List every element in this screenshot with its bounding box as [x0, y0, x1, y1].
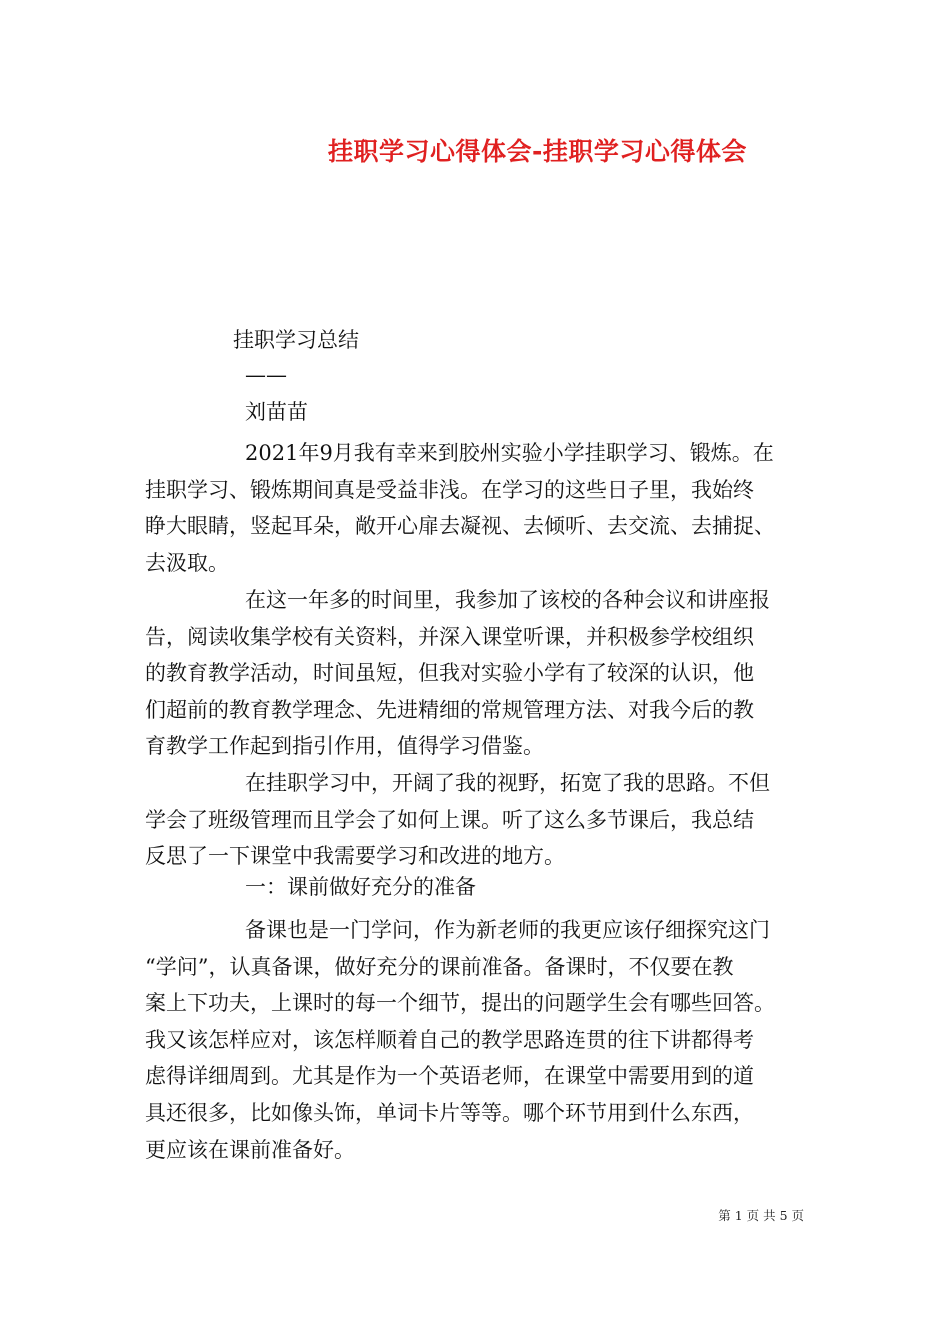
paragraph-line: 备课也是一门学问，作为新老师的我更应该仔细探究这门 — [245, 918, 770, 942]
document-title: 挂职学习心得体会-挂职学习心得体会 — [328, 137, 747, 166]
author-name: 刘苗苗 — [245, 400, 308, 424]
paragraph-line: 育教学工作起到指引作用，值得学习借鉴。 — [145, 734, 544, 759]
paragraph-line: 案上下功夫，上课时的每一个细节，提出的问题学生会有哪些回答。 — [145, 991, 775, 1016]
paragraph-line: 2021年9月我有幸来到胶州实验小学挂职学习、锻炼。在 — [245, 441, 774, 465]
paragraph-line: 学会了班级管理而且学会了如何上课。听了这么多节课后，我总结 — [145, 807, 754, 832]
paragraph-line: 更应该在课前准备好。 — [145, 1137, 355, 1162]
paragraph-line: 告，阅读收集学校有关资料，并深入课堂听课，并积极参学校组织 — [145, 624, 754, 649]
paragraph-line: 的教育教学活动，时间虽短，但我对实验小学有了较深的认识，他 — [145, 661, 754, 686]
paragraph-4 — [145, 912, 775, 1168]
paragraph-line: 在这一年多的时间里，我参加了该校的各种会议和讲座报 — [245, 588, 770, 612]
paragraph-line: 去汲取。 — [145, 550, 229, 575]
section-heading-1: 一：课前做好充分的准备 — [245, 875, 476, 899]
paragraph-3 — [145, 765, 770, 875]
paragraph-line: “学问”，认真备课，做好充分的课前准备。备课时，不仅要在教 — [145, 954, 734, 979]
paragraph-line: 在挂职学习中，开阔了我的视野，拓宽了我的思路。不但 — [245, 771, 770, 795]
paragraph-line: 挂职学习、锻炼期间真是受益非浅。在学习的这些日子里，我始终 — [145, 477, 754, 502]
paragraph-2 — [145, 582, 770, 765]
document-subtitle: 挂职学习总结 — [233, 328, 359, 352]
subtitle-dash: —— — [245, 363, 287, 387]
paragraph-line: 虑得详细周到。尤其是作为一个英语老师，在课堂中需要用到的道 — [145, 1064, 754, 1089]
paragraph-line: 我又该怎样应对，该怎样顺着自己的教学思路连贯的往下讲都得考 — [145, 1027, 754, 1052]
paragraph-line: 们超前的教育教学理念、先进精细的常规管理方法、对我今后的教 — [145, 697, 754, 722]
paragraph-line: 反思了一下课堂中我需要学习和改进的地方。 — [145, 844, 565, 869]
paragraph-line: 具还很多，比如像头饰，单词卡片等等。哪个环节用到什么东西， — [145, 1100, 754, 1125]
page-number-footer: 第 1 页 共 5 页 — [718, 1208, 804, 1223]
paragraph-1 — [145, 435, 775, 581]
paragraph-line: 睁大眼睛，竖起耳朵，敞开心扉去凝视、去倾听、去交流、去捕捉、 — [145, 514, 775, 539]
